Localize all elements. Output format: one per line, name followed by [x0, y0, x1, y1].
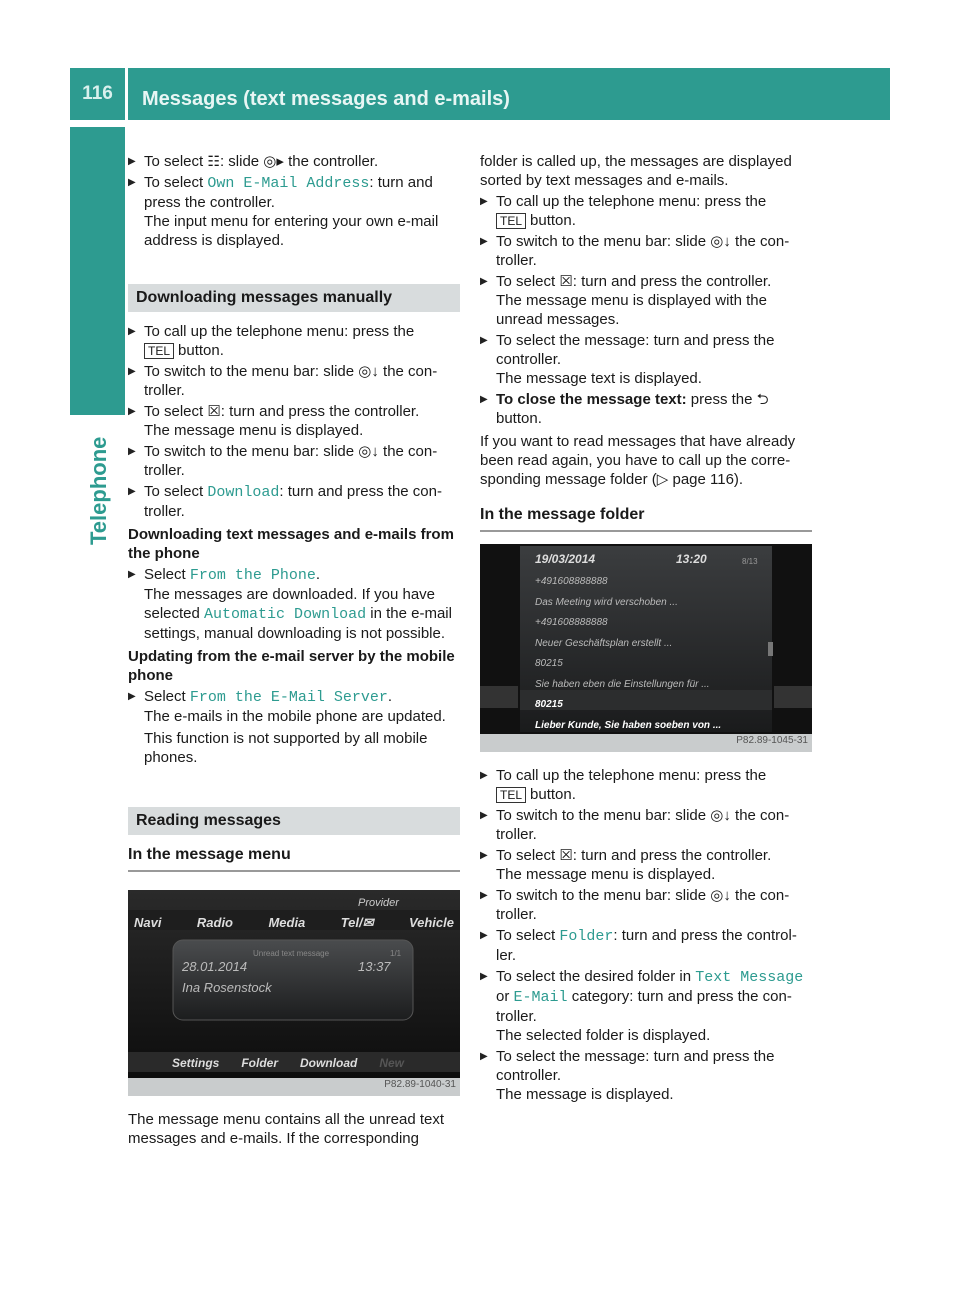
menu-icon: ☷ [207, 153, 220, 169]
subheading: Downloading text messages and e-mails from the phone [128, 526, 454, 562]
menu-item: Radio [196, 915, 234, 930]
card-title: Unread text message [253, 949, 330, 958]
step: ▶ To call up the telephone menu: press the TEL button. [480, 766, 812, 804]
menu-item: Navi [134, 915, 162, 930]
message-time: 13:37 [358, 959, 391, 974]
step: ▶ To switch to the menu bar: slide ◎↓ the con-troller. [480, 886, 812, 924]
tel-key-icon: TEL [496, 213, 526, 229]
section-heading: Reading messages [128, 807, 460, 835]
step: ▶ Select From the Phone. The messages are downloaded. If you have selected Automatic Download in the e-mail settings, manual downloading is not possible. [128, 565, 460, 643]
screenshot-message-folder [480, 544, 812, 752]
step: ▶ To select ☷: slide ◎▸ the controller. [128, 152, 460, 171]
step: ▶ To select the message: turn and press the controller. The message is displayed. [480, 1047, 812, 1104]
list-item[interactable]: Sie haben eben die Einstellungen für ... [535, 678, 710, 690]
page-title: Messages (text messages and e-mails) [142, 88, 510, 110]
step: ▶ To close the message text: press the ⮌ button. [480, 390, 812, 428]
image-caption: P82.89-1040-31 [384, 1079, 456, 1090]
message-list [535, 572, 765, 736]
bottom-item: Folder [241, 1056, 279, 1070]
tel-key-icon: TEL [144, 343, 174, 359]
step: ▶ To select ☒: turn and press the controller. The message menu is displayed with the unread messages. [480, 272, 812, 329]
step: ▶ To call up the telephone menu: press the TEL button. [128, 322, 460, 360]
step: ▶ To select ☒: turn and press the controller. The message menu is displayed. [128, 402, 460, 440]
step: ▶ To switch to the menu bar: slide ◎↓ the con-troller. [128, 362, 460, 400]
folder-time: 13:20 [676, 552, 707, 566]
step: ▶ To select Folder: turn and press the control-ler. [480, 926, 812, 965]
list-item[interactable]: +491608888888 [535, 576, 608, 587]
menu-item: Vehicle [408, 915, 454, 930]
step: ▶ To switch to the menu bar: slide ◎↓ the con-troller. [480, 232, 812, 270]
step: ▶ To switch to the menu bar: slide ◎↓ the con-troller. [128, 442, 460, 480]
paragraph: The message menu contains all the unread text messages and e-mails. If the corresponding [128, 1111, 445, 1147]
paragraph: If you want to read messages that have already been read again, you have to call up the corre-sponding message folder (▷ page 116). [480, 433, 796, 488]
head-unit-menu [134, 913, 454, 932]
step: ▶ To switch to the menu bar: slide ◎↓ the con-troller. [480, 806, 812, 844]
step: ▶ To select Own E-Mail Address: turn and press the controller. The input menu for entering your own e-mail address is displayed. [128, 173, 460, 250]
step: ▶ Select From the E-Mail Server. The e-mails in the mobile phone are updated. This function is not supported by all mobile phones. [128, 687, 460, 767]
list-item[interactable]: +491608888888 [535, 617, 608, 628]
subheading: In the message menu [128, 845, 460, 872]
step: ▶ To call up the telephone menu: press the TEL button. [480, 192, 812, 230]
left-column [128, 152, 460, 1150]
step: ▶ To select Download: turn and press the con-troller. [128, 482, 460, 521]
image-caption: P82.89-1045-31 [736, 735, 808, 746]
folder-count: 8/13 [742, 557, 758, 566]
tel-key-icon: TEL [496, 787, 526, 803]
page-number: 116 [82, 83, 113, 104]
provider-status: Provider [358, 897, 399, 909]
screenshot-message-menu [128, 890, 460, 1096]
list-item[interactable]: Neuer Geschäftsplan erstellt ... [535, 637, 673, 649]
section-heading: Downloading messages manually [128, 284, 460, 312]
menu-item: Tel/✉ [340, 915, 374, 930]
list-item[interactable]: 80215 [535, 699, 563, 710]
step: ▶ To select the desired folder in Text Message or E-Mail category: turn and press the con-troller. The selected folder is displayed. [480, 967, 812, 1045]
folder-date: 19/03/2014 [535, 552, 596, 566]
step: ▶ To select the message: turn and press the controller. The message text is displayed. [480, 331, 812, 388]
message-date: 28.01.2014 [182, 959, 248, 974]
side-tab-label: Telephone [86, 436, 111, 545]
list-item[interactable]: Lieber Kunde, Sie haben soeben von ... [535, 719, 722, 731]
header-separator [125, 68, 128, 120]
right-column [480, 152, 812, 1106]
menu-item: Media [268, 915, 306, 930]
bottom-item: New [379, 1056, 405, 1070]
subheading: Updating from the e-mail server by the mobile phone [128, 648, 455, 684]
bottom-item: Settings [172, 1056, 220, 1070]
paragraph: folder is called up, the messages are displayed sorted by text messages and e-mails. [480, 153, 792, 189]
step: ▶ To select ☒: turn and press the controller. The message menu is displayed. [480, 846, 812, 884]
list-item[interactable]: Das Meeting wird verschoben ... [535, 596, 678, 608]
steps-list [480, 766, 812, 1104]
head-unit-bottom-bar [172, 1054, 452, 1073]
subheading: In the message folder [480, 505, 812, 532]
bottom-item: Download [300, 1056, 358, 1070]
card-count: 1/1 [390, 949, 402, 958]
list-item[interactable]: 80215 [535, 658, 563, 669]
message-sender: Ina Rosenstock [182, 980, 272, 995]
